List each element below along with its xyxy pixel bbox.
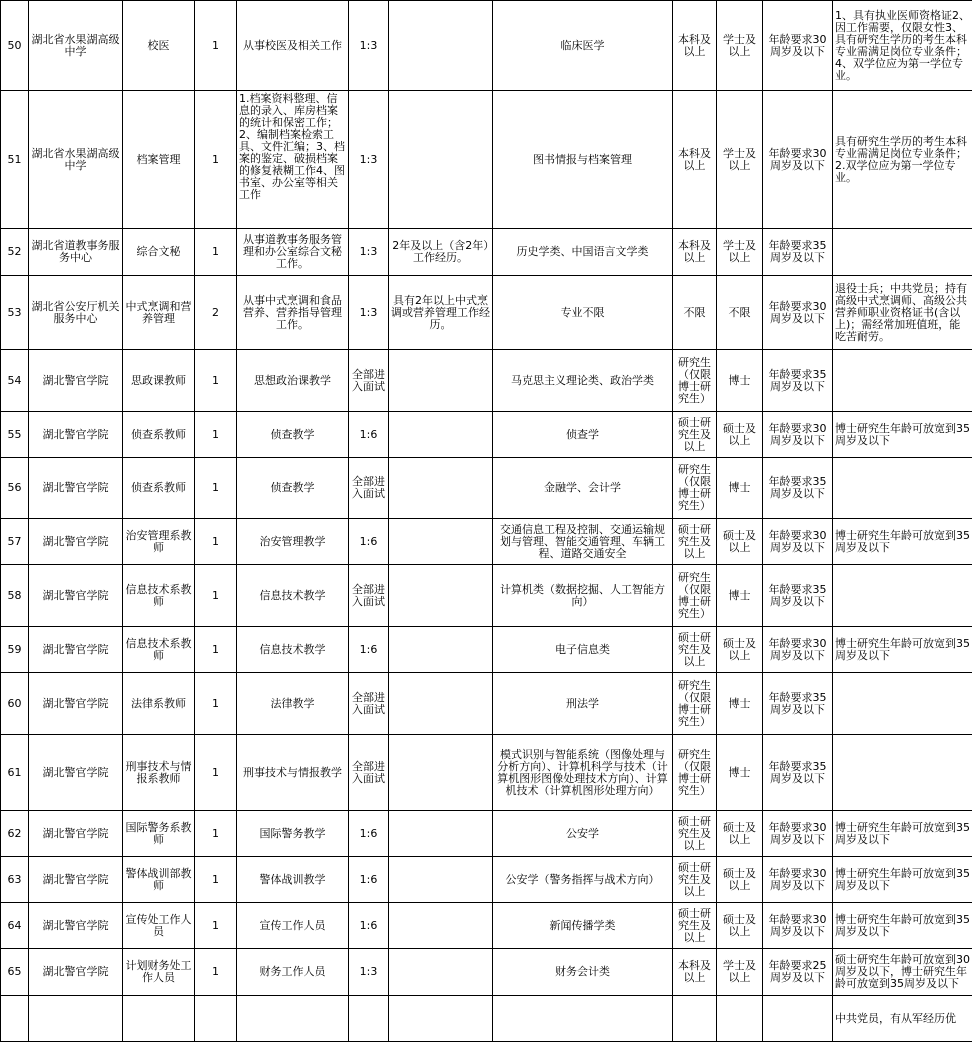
cell-notes: 中共党员，有从军经历优 bbox=[833, 996, 972, 1042]
cell-count: 1 bbox=[195, 949, 237, 996]
cell-no: 55 bbox=[1, 412, 29, 458]
cell-age: 年龄要求35周岁及以下 bbox=[763, 229, 833, 276]
cell-education: 本科及以上 bbox=[673, 1, 717, 91]
cell-major: 计算机类（数据挖掘、人工智能方向） bbox=[493, 565, 673, 627]
cell-no: 61 bbox=[1, 735, 29, 811]
cell-ratio: 1:3 bbox=[349, 91, 389, 229]
table-row bbox=[1, 91, 972, 229]
cell-major: 侦查学 bbox=[493, 412, 673, 458]
cell-count: 1 bbox=[195, 857, 237, 903]
cell-no: 54 bbox=[1, 350, 29, 412]
cell-notes: 博士研究生年龄可放宽到35周岁及以下 bbox=[833, 857, 972, 903]
cell-notes bbox=[833, 673, 972, 735]
cell-education: 本科及以上 bbox=[673, 229, 717, 276]
cell-ratio: 1:3 bbox=[349, 1, 389, 91]
cell-notes: 1、具有执业医师资格证2、因工作需要，仅限女性3、具有研究生学历的考生本科专业需满足岗位专业条件；4、双学位应为第一学位专业。 bbox=[833, 1, 972, 91]
cell-education: 研究生（仅限博士研究生） bbox=[673, 735, 717, 811]
cell-count: 1 bbox=[195, 412, 237, 458]
cell-ratio: 1:6 bbox=[349, 903, 389, 949]
cell-age: 年龄要求35周岁及以下 bbox=[763, 735, 833, 811]
cell-experience bbox=[389, 519, 493, 565]
cell-notes: 博士研究生年龄可放宽到35周岁及以下 bbox=[833, 811, 972, 857]
cell-notes: 博士研究生年龄可放宽到35周岁及以下 bbox=[833, 412, 972, 458]
cell-ratio: 1:3 bbox=[349, 276, 389, 350]
table-row bbox=[1, 276, 972, 350]
cell-no: 64 bbox=[1, 903, 29, 949]
cell-duties: 侦查教学 bbox=[237, 458, 349, 519]
cell-age: 年龄要求30周岁及以下 bbox=[763, 91, 833, 229]
cell-duties: 信息技术教学 bbox=[237, 627, 349, 673]
table-row bbox=[1, 903, 972, 949]
cell-age: 年龄要求30周岁及以下 bbox=[763, 412, 833, 458]
cell-notes: 博士研究生年龄可放宽到35周岁及以下 bbox=[833, 627, 972, 673]
cell-major bbox=[493, 996, 673, 1042]
cell-degree: 硕士及以上 bbox=[717, 857, 763, 903]
cell-major: 刑法学 bbox=[493, 673, 673, 735]
cell-age: 年龄要求30周岁及以下 bbox=[763, 519, 833, 565]
table-row bbox=[1, 857, 972, 903]
cell-duties: 治安管理教学 bbox=[237, 519, 349, 565]
cell-position: 信息技术系教师 bbox=[123, 565, 195, 627]
cell-education: 硕士研究生及以上 bbox=[673, 811, 717, 857]
cell-duties: 刑事技术与情报教学 bbox=[237, 735, 349, 811]
cell-age: 年龄要求35周岁及以下 bbox=[763, 565, 833, 627]
cell-count: 1 bbox=[195, 735, 237, 811]
cell-no: 59 bbox=[1, 627, 29, 673]
cell-notes bbox=[833, 229, 972, 276]
cell-education: 研究生（仅限博士研究生） bbox=[673, 350, 717, 412]
cell-experience bbox=[389, 1, 493, 91]
cell-major: 马克思主义理论类、政治学类 bbox=[493, 350, 673, 412]
cell-unit: 湖北警官学院 bbox=[29, 350, 123, 412]
cell-unit: 湖北警官学院 bbox=[29, 857, 123, 903]
cell-education: 硕士研究生及以上 bbox=[673, 903, 717, 949]
cell-education: 硕士研究生及以上 bbox=[673, 627, 717, 673]
cell-unit: 湖北警官学院 bbox=[29, 673, 123, 735]
cell-duties: 从事中式烹调和食品营养、营养指导管理工作。 bbox=[237, 276, 349, 350]
cell-no: 65 bbox=[1, 949, 29, 996]
table-row bbox=[1, 627, 972, 673]
cell-notes bbox=[833, 458, 972, 519]
cell-experience bbox=[389, 412, 493, 458]
cell-degree: 硕士及以上 bbox=[717, 412, 763, 458]
cell-ratio: 1:6 bbox=[349, 627, 389, 673]
table-row bbox=[1, 949, 972, 996]
cell-experience bbox=[389, 627, 493, 673]
cell-no: 63 bbox=[1, 857, 29, 903]
cell-position: 信息技术系教师 bbox=[123, 627, 195, 673]
cell-duties: 思想政治课教学 bbox=[237, 350, 349, 412]
cell-no: 57 bbox=[1, 519, 29, 565]
cell-degree: 博士 bbox=[717, 350, 763, 412]
cell-notes bbox=[833, 735, 972, 811]
cell-count bbox=[195, 996, 237, 1042]
cell-major: 临床医学 bbox=[493, 1, 673, 91]
cell-duties: 从事道教事务服务管理和办公室综合文秘工作。 bbox=[237, 229, 349, 276]
cell-count: 1 bbox=[195, 565, 237, 627]
cell-degree: 学士及以上 bbox=[717, 229, 763, 276]
cell-ratio: 全部进入面试 bbox=[349, 350, 389, 412]
cell-duties: 财务工作人员 bbox=[237, 949, 349, 996]
cell-ratio: 1:6 bbox=[349, 811, 389, 857]
cell-count: 1 bbox=[195, 458, 237, 519]
cell-ratio: 全部进入面试 bbox=[349, 565, 389, 627]
cell-major: 模式识别与智能系统（图像处理与分析方向）、计算机科学与技术（计算机图形图像处理技术方向）、计算机技术（计算机图形处理方向） bbox=[493, 735, 673, 811]
cell-education bbox=[673, 996, 717, 1042]
cell-position: 综合文秘 bbox=[123, 229, 195, 276]
cell-degree: 硕士及以上 bbox=[717, 811, 763, 857]
cell-no: 60 bbox=[1, 673, 29, 735]
cell-major: 电子信息类 bbox=[493, 627, 673, 673]
cell-position: 侦查系教师 bbox=[123, 412, 195, 458]
cell-major: 图书情报与档案管理 bbox=[493, 91, 673, 229]
cell-duties: 宣传工作人员 bbox=[237, 903, 349, 949]
cell-degree: 博士 bbox=[717, 673, 763, 735]
cell-notes: 硕士研究生年龄可放宽到30周岁及以下，博士研究生年龄可放宽到35周岁及以下 bbox=[833, 949, 972, 996]
cell-ratio: 1:6 bbox=[349, 412, 389, 458]
cell-unit: 湖北警官学院 bbox=[29, 903, 123, 949]
cell-major: 金融学、会计学 bbox=[493, 458, 673, 519]
cell-position: 治安管理系教师 bbox=[123, 519, 195, 565]
cell-education: 研究生（仅限博士研究生） bbox=[673, 458, 717, 519]
cell-experience bbox=[389, 857, 493, 903]
cell-notes bbox=[833, 350, 972, 412]
cell-notes: 博士研究生年龄可放宽到35周岁及以下 bbox=[833, 903, 972, 949]
cell-duties: 从事校医及相关工作 bbox=[237, 1, 349, 91]
cell-position: 刑事技术与情报系教师 bbox=[123, 735, 195, 811]
cell-experience bbox=[389, 673, 493, 735]
cell-position: 思政课教师 bbox=[123, 350, 195, 412]
cell-education: 研究生（仅限博士研究生） bbox=[673, 565, 717, 627]
cell-position: 警体战训部教师 bbox=[123, 857, 195, 903]
cell-age: 年龄要求35周岁及以下 bbox=[763, 458, 833, 519]
cell-unit: 湖北警官学院 bbox=[29, 519, 123, 565]
cell-count: 1 bbox=[195, 673, 237, 735]
cell-experience bbox=[389, 949, 493, 996]
cell-ratio bbox=[349, 996, 389, 1042]
cell-degree: 学士及以上 bbox=[717, 1, 763, 91]
cell-position: 国际警务系教师 bbox=[123, 811, 195, 857]
cell-duties bbox=[237, 996, 349, 1042]
cell-ratio: 1:6 bbox=[349, 519, 389, 565]
cell-unit: 湖北省公安厅机关服务中心 bbox=[29, 276, 123, 350]
cell-experience bbox=[389, 735, 493, 811]
table-row bbox=[1, 519, 972, 565]
cell-major: 公安学（警务指挥与战术方向） bbox=[493, 857, 673, 903]
table-row bbox=[1, 735, 972, 811]
cell-notes: 具有研究生学历的考生本科专业需满足岗位专业条件；2.双学位应为第一学位专业。 bbox=[833, 91, 972, 229]
cell-experience bbox=[389, 91, 493, 229]
table-row bbox=[1, 996, 972, 1042]
cell-ratio: 全部进入面试 bbox=[349, 735, 389, 811]
cell-no: 52 bbox=[1, 229, 29, 276]
cell-duties: 法律教学 bbox=[237, 673, 349, 735]
cell-duties: 侦查教学 bbox=[237, 412, 349, 458]
table-row bbox=[1, 673, 972, 735]
cell-count: 1 bbox=[195, 811, 237, 857]
table-row bbox=[1, 229, 972, 276]
cell-position: 中式烹调和营养管理 bbox=[123, 276, 195, 350]
cell-unit: 湖北警官学院 bbox=[29, 735, 123, 811]
cell-count: 1 bbox=[195, 229, 237, 276]
cell-ratio: 1:3 bbox=[349, 949, 389, 996]
cell-age: 年龄要求35周岁及以下 bbox=[763, 350, 833, 412]
cell-unit: 湖北警官学院 bbox=[29, 627, 123, 673]
cell-degree: 博士 bbox=[717, 458, 763, 519]
cell-age: 年龄要求30周岁及以下 bbox=[763, 811, 833, 857]
cell-duties: 警体战训教学 bbox=[237, 857, 349, 903]
cell-education: 本科及以上 bbox=[673, 949, 717, 996]
cell-age: 年龄要求25周岁及以下 bbox=[763, 949, 833, 996]
cell-major: 公安学 bbox=[493, 811, 673, 857]
cell-duties: 国际警务教学 bbox=[237, 811, 349, 857]
cell-no bbox=[1, 996, 29, 1042]
cell-degree: 博士 bbox=[717, 565, 763, 627]
cell-position: 计划财务处工作人员 bbox=[123, 949, 195, 996]
cell-experience bbox=[389, 903, 493, 949]
cell-position: 侦查系教师 bbox=[123, 458, 195, 519]
cell-education: 硕士研究生及以上 bbox=[673, 857, 717, 903]
cell-no: 62 bbox=[1, 811, 29, 857]
cell-experience: 2年及以上（含2年）工作经历。 bbox=[389, 229, 493, 276]
cell-unit bbox=[29, 996, 123, 1042]
cell-experience bbox=[389, 996, 493, 1042]
cell-major: 新闻传播学类 bbox=[493, 903, 673, 949]
cell-notes: 博士研究生年龄可放宽到35周岁及以下 bbox=[833, 519, 972, 565]
cell-count: 1 bbox=[195, 519, 237, 565]
cell-degree: 不限 bbox=[717, 276, 763, 350]
cell-count: 1 bbox=[195, 1, 237, 91]
cell-notes bbox=[833, 565, 972, 627]
cell-count: 1 bbox=[195, 350, 237, 412]
cell-age: 年龄要求30周岁及以下 bbox=[763, 1, 833, 91]
cell-ratio: 1:3 bbox=[349, 229, 389, 276]
table-row bbox=[1, 350, 972, 412]
cell-unit: 湖北警官学院 bbox=[29, 412, 123, 458]
cell-major: 财务会计类 bbox=[493, 949, 673, 996]
cell-degree: 硕士及以上 bbox=[717, 519, 763, 565]
cell-count: 1 bbox=[195, 91, 237, 229]
cell-age: 年龄要求30周岁及以下 bbox=[763, 627, 833, 673]
cell-degree bbox=[717, 996, 763, 1042]
cell-experience bbox=[389, 350, 493, 412]
cell-no: 50 bbox=[1, 1, 29, 91]
cell-ratio: 1:6 bbox=[349, 857, 389, 903]
cell-no: 56 bbox=[1, 458, 29, 519]
table-row bbox=[1, 1, 972, 91]
cell-unit: 湖北警官学院 bbox=[29, 458, 123, 519]
table-row bbox=[1, 458, 972, 519]
cell-age: 年龄要求30周岁及以下 bbox=[763, 276, 833, 350]
cell-no: 51 bbox=[1, 91, 29, 229]
cell-education: 硕士研究生及以上 bbox=[673, 412, 717, 458]
cell-duties: 1.档案资料整理、信息的录入、库房档案的统计和保密工作；2、编制档案检索工具、文件汇编；3、档案的鉴定、破损档案的修复裱糊工作4、图书室、办公室等相关工作 bbox=[237, 91, 349, 229]
cell-unit: 湖北省道教事务服务中心 bbox=[29, 229, 123, 276]
cell-unit: 湖北省水果湖高级中学 bbox=[29, 1, 123, 91]
table-row bbox=[1, 811, 972, 857]
cell-major: 历史学类、中国语言文学类 bbox=[493, 229, 673, 276]
cell-position: 档案管理 bbox=[123, 91, 195, 229]
cell-age: 年龄要求35周岁及以下 bbox=[763, 673, 833, 735]
cell-age bbox=[763, 996, 833, 1042]
cell-education: 研究生（仅限博士研究生） bbox=[673, 673, 717, 735]
cell-major: 交通信息工程及控制、交通运输规划与管理、智能交通管理、车辆工程、道路交通安全 bbox=[493, 519, 673, 565]
cell-duties: 信息技术教学 bbox=[237, 565, 349, 627]
cell-ratio: 全部进入面试 bbox=[349, 673, 389, 735]
cell-count: 1 bbox=[195, 903, 237, 949]
cell-degree: 学士及以上 bbox=[717, 91, 763, 229]
cell-ratio: 全部进入面试 bbox=[349, 458, 389, 519]
cell-notes: 退役士兵；中共党员；持有高级中式烹调师、高级公共营养师职业资格证书(含以上)；需经常加班值班，能吃苦耐劳。 bbox=[833, 276, 972, 350]
cell-experience bbox=[389, 811, 493, 857]
cell-unit: 湖北警官学院 bbox=[29, 949, 123, 996]
cell-experience bbox=[389, 458, 493, 519]
table-row bbox=[1, 412, 972, 458]
cell-degree: 硕士及以上 bbox=[717, 627, 763, 673]
cell-position: 校医 bbox=[123, 1, 195, 91]
table-row bbox=[1, 565, 972, 627]
cell-degree: 硕士及以上 bbox=[717, 903, 763, 949]
cell-position bbox=[123, 996, 195, 1042]
cell-position: 宣传处工作人员 bbox=[123, 903, 195, 949]
cell-unit: 湖北警官学院 bbox=[29, 811, 123, 857]
cell-count: 1 bbox=[195, 627, 237, 673]
cell-position: 法律系教师 bbox=[123, 673, 195, 735]
cell-degree: 博士 bbox=[717, 735, 763, 811]
cell-no: 53 bbox=[1, 276, 29, 350]
cell-age: 年龄要求30周岁及以下 bbox=[763, 857, 833, 903]
cell-no: 58 bbox=[1, 565, 29, 627]
cell-major: 专业不限 bbox=[493, 276, 673, 350]
cell-education: 硕士研究生及以上 bbox=[673, 519, 717, 565]
cell-experience bbox=[389, 565, 493, 627]
cell-count: 2 bbox=[195, 276, 237, 350]
cell-education: 不限 bbox=[673, 276, 717, 350]
cell-age: 年龄要求30周岁及以下 bbox=[763, 903, 833, 949]
cell-degree: 学士及以上 bbox=[717, 949, 763, 996]
cell-experience: 具有2年以上中式烹调或营养管理工作经历。 bbox=[389, 276, 493, 350]
cell-unit: 湖北省水果湖高级中学 bbox=[29, 91, 123, 229]
cell-education: 本科及以上 bbox=[673, 91, 717, 229]
cell-unit: 湖北警官学院 bbox=[29, 565, 123, 627]
